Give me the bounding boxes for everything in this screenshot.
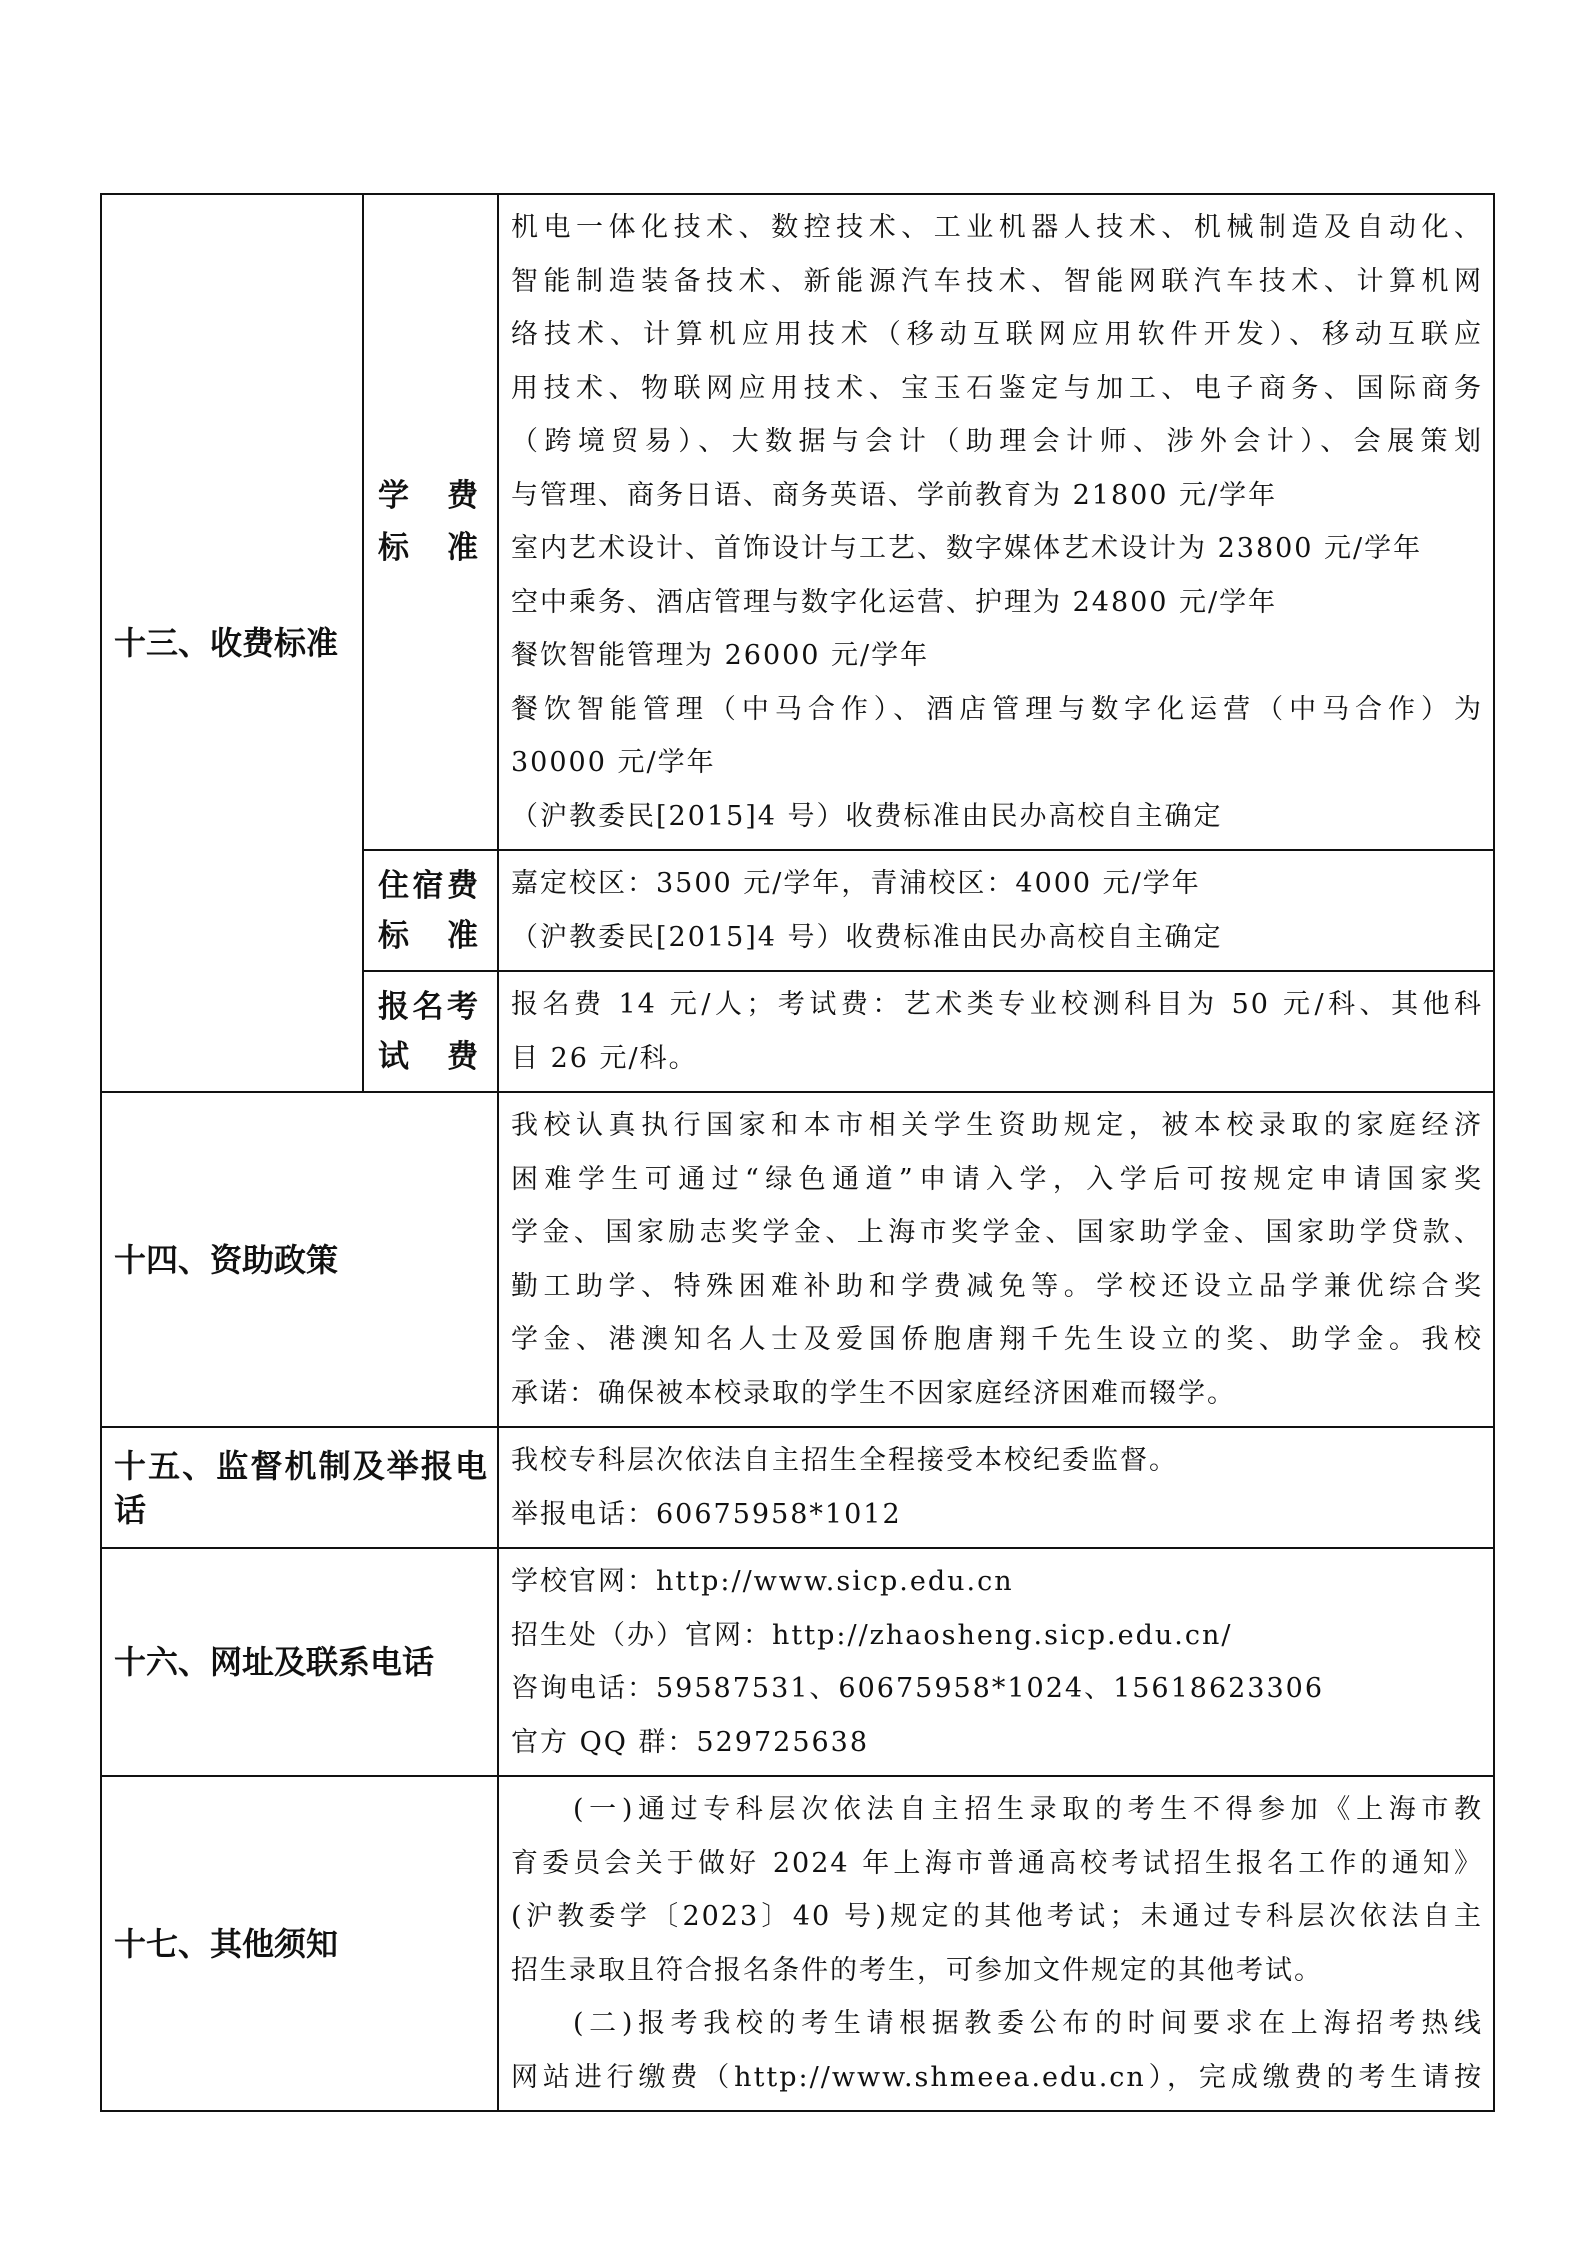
text-line: 学金、国家励志奖学金、上海市奖学金、国家助学金、国家助学贷款、: [511, 1217, 1483, 1248]
phone-line: 咨询电话：59587531、60675958*1024、15618623306: [511, 1673, 1325, 1704]
text-line: 30000 元/学年: [511, 747, 716, 778]
text-line: 与管理、商务日语、商务英语、学前教育为 21800 元/学年: [511, 479, 1278, 511]
text-line: 餐饮智能管理（中马合作）、酒店管理与数字化运营（中马合作）为: [511, 693, 1483, 725]
text-line: 室内艺术设计、首饰设计与工艺、数字媒体艺术设计为 23800 元/学年: [511, 533, 1423, 564]
row-contact: [101, 1548, 1494, 1776]
sub-label-exam: 报 名 考 试 费: [363, 971, 498, 1092]
text-line: 目 26 元/科。: [511, 1042, 698, 1074]
text-line: （跨境贸易）、大数据与会计（助理会计师、涉外会计）、会展策划: [511, 426, 1483, 457]
text-line: 智能制造装备技术、新能源汽车技术、智能网联汽车技术、计算机网: [511, 265, 1483, 297]
school-website-line: 学校官网：http://www.sicp.edu.cn: [511, 1566, 1014, 1597]
text-line: 勤工助学、特殊困难补助和学费减免等。学校还设立品学兼优综合奖: [511, 1270, 1483, 1302]
text-line: 承诺：确保被本校录取的学生不因家庭经济困难而辍学。: [511, 1377, 1236, 1409]
text-line: (二)报考我校的考生请根据教委公布的时间要求在上海招考热线: [573, 2008, 1483, 2039]
text-line: 报名费 14 元/人；考试费：艺术类专业校测科目为 50 元/科、其他科: [511, 989, 1483, 1020]
admission-website-line: 招生处（办）官网：http://zhaosheng.sicp.edu.cn/: [511, 1619, 1233, 1651]
row-notes: [101, 1776, 1494, 2111]
row-aid: [101, 1092, 1494, 1427]
contact-content: [498, 1548, 1494, 1776]
section-title-aid: 十四、资助政策: [101, 1092, 498, 1427]
text-line: 餐饮智能管理为 26000 元/学年: [511, 640, 930, 671]
sub-label-tuition: 学 费 标 准: [363, 194, 498, 850]
section-title-supervision: 十五、监督机制及举报电 话: [101, 1427, 498, 1548]
text-line: 用技术、物联网应用技术、宝玉石鉴定与加工、电子商务、国际商务: [511, 372, 1483, 404]
row-supervision: [101, 1427, 1494, 1548]
row-fees-tuition: [101, 194, 1494, 850]
text-line: （沪教委民[2015]4 号）收费标准由民办高校自主确定: [511, 800, 1223, 832]
text-line: 机电一体化技术、数控技术、工业机器人技术、机械制造及自动化、: [511, 212, 1483, 243]
tuition-content: [498, 194, 1494, 850]
section-title-fees: 十三、收费标准: [101, 194, 363, 1092]
text-line: 我校专科层次依法自主招生全程接受本校纪委监督。: [511, 1445, 1178, 1476]
aid-content: [498, 1092, 1494, 1427]
notes-content: [498, 1776, 1494, 2111]
text-line: 空中乘务、酒店管理与数字化运营、护理为 24800 元/学年: [511, 586, 1278, 618]
sub-label-lodging: 住 宿 费 标 准: [363, 850, 498, 971]
text-line: 育委员会关于做好 2024 年上海市普通高校考试招生报名工作的通知》: [511, 1847, 1483, 1879]
qq-group-line: 官方 QQ 群：529725638: [511, 1726, 870, 1758]
text-line: 招生录取且符合报名条件的考生，可参加文件规定的其他考试。: [511, 1954, 1323, 1986]
text-line: 困难学生可通过“绿色通道”申请入学，入学后可按规定申请国家奖: [511, 1163, 1483, 1195]
text-line: 我校认真执行国家和本市相关学生资助规定，被本校录取的家庭经济: [511, 1110, 1483, 1141]
lodging-content: [498, 850, 1494, 971]
text-line: (一)通过专科层次依法自主招生录取的考生不得参加《上海市教: [573, 1794, 1483, 1825]
text-line: 嘉定校区：3500 元/学年，青浦校区：4000 元/学年: [511, 868, 1201, 899]
section-title-contact: 十六、网址及联系电话: [101, 1548, 498, 1776]
text-line: 学金、港澳知名人士及爱国侨胞唐翔千先生设立的奖、助学金。我校: [511, 1324, 1483, 1355]
text-line: 网站进行缴费（http://www.shmeea.edu.cn），完成缴费的考生请按: [511, 2061, 1483, 2093]
supervision-content: [498, 1427, 1494, 1548]
admission-info-table: [100, 193, 1495, 2112]
text-line: (沪教委学〔2023〕40 号)规定的其他考试；未通过专科层次依法自主: [511, 1901, 1483, 1932]
text-line: 举报电话：60675958*1012: [511, 1498, 902, 1530]
section-title-notes: 十七、其他须知: [101, 1776, 498, 2111]
text-line: （沪教委民[2015]4 号）收费标准由民办高校自主确定: [511, 921, 1223, 953]
exam-fee-content: [498, 971, 1494, 1092]
text-line: 络技术、计算机应用技术（移动互联网应用软件开发）、移动互联应: [511, 319, 1483, 350]
